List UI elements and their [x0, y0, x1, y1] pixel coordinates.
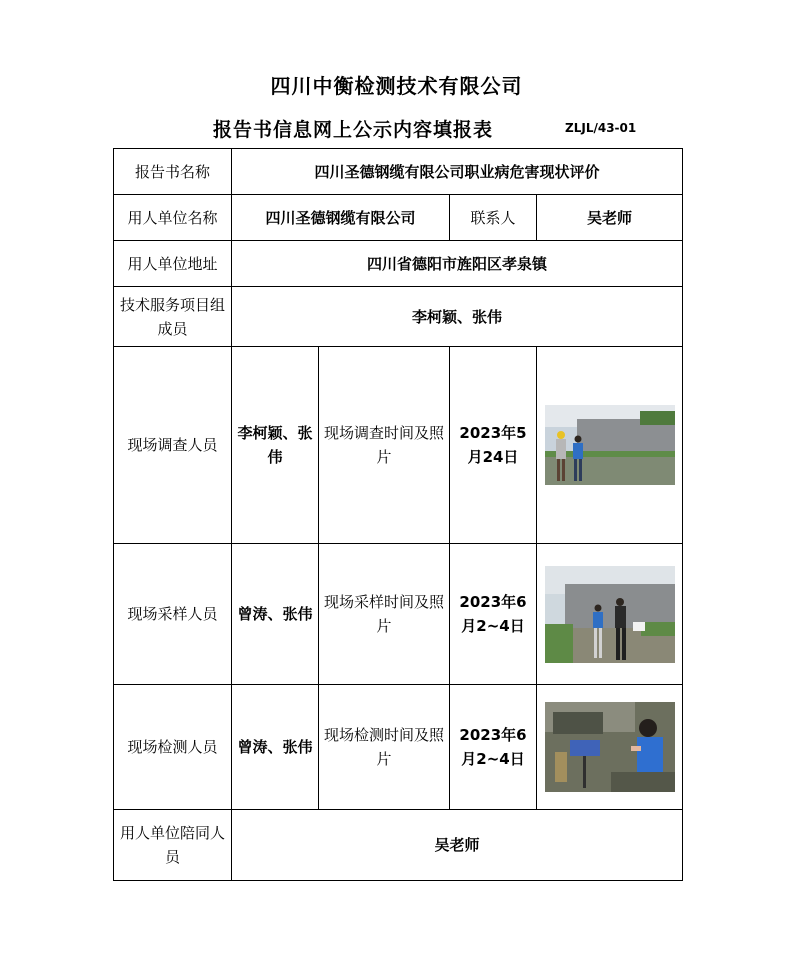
- value-contact: 吴老师: [537, 195, 683, 241]
- form-title: 报告书信息网上公示内容填报表: [213, 119, 494, 141]
- value-testing-date: 2023年6月2~4日: [450, 685, 537, 810]
- company-title: 四川中衡检测技术有限公司: [270, 74, 523, 98]
- label-testing-time: 现场检测时间及照片: [319, 685, 450, 810]
- label-testing: 现场检测人员: [114, 685, 232, 810]
- row-sampling: [114, 544, 683, 685]
- label-sampling: 现场采样人员: [114, 544, 232, 685]
- value-sampling-date: 2023年6月2~4日: [450, 544, 537, 685]
- value-team: 李柯颖、张伟: [232, 287, 683, 347]
- site-testing-photo: [545, 702, 675, 792]
- label-survey: 现场调查人员: [114, 347, 232, 544]
- label-address: 用人单位地址: [114, 241, 232, 287]
- row-employer: [114, 195, 683, 241]
- row-report-name: [114, 149, 683, 195]
- row-testing: [114, 685, 683, 810]
- value-testing-persons: 曾涛、张伟: [232, 685, 319, 810]
- value-escort: 吴老师: [232, 810, 683, 881]
- value-report-name: 四川圣德钢缆有限公司职业病危害现状评价: [232, 149, 683, 195]
- sampling-photo-cell: [537, 544, 683, 685]
- label-report-name: 报告书名称: [114, 149, 232, 195]
- label-sampling-time: 现场采样时间及照片: [319, 544, 450, 685]
- row-address: [114, 241, 683, 287]
- label-contact: 联系人: [450, 195, 537, 241]
- label-escort: 用人单位陪同人员: [114, 810, 232, 881]
- row-team: [114, 287, 683, 347]
- label-team: 技术服务项目组成员: [114, 287, 232, 347]
- survey-photo-cell: [537, 347, 683, 544]
- site-survey-photo: [545, 405, 675, 485]
- row-survey: [114, 347, 683, 544]
- label-survey-time: 现场调查时间及照片: [319, 347, 450, 544]
- value-sampling-persons: 曾涛、张伟: [232, 544, 319, 685]
- label-employer: 用人单位名称: [114, 195, 232, 241]
- value-survey-date: 2023年5月24日: [450, 347, 537, 544]
- value-address: 四川省德阳市旌阳区孝泉镇: [232, 241, 683, 287]
- site-sampling-photo: [545, 566, 675, 663]
- report-info-table: [113, 148, 683, 881]
- form-code: ZLJL/43-01: [565, 121, 637, 135]
- value-survey-persons: 李柯颖、张伟: [232, 347, 319, 544]
- testing-photo-cell: [537, 685, 683, 810]
- value-employer: 四川圣德钢缆有限公司: [232, 195, 450, 241]
- row-escort: [114, 810, 683, 881]
